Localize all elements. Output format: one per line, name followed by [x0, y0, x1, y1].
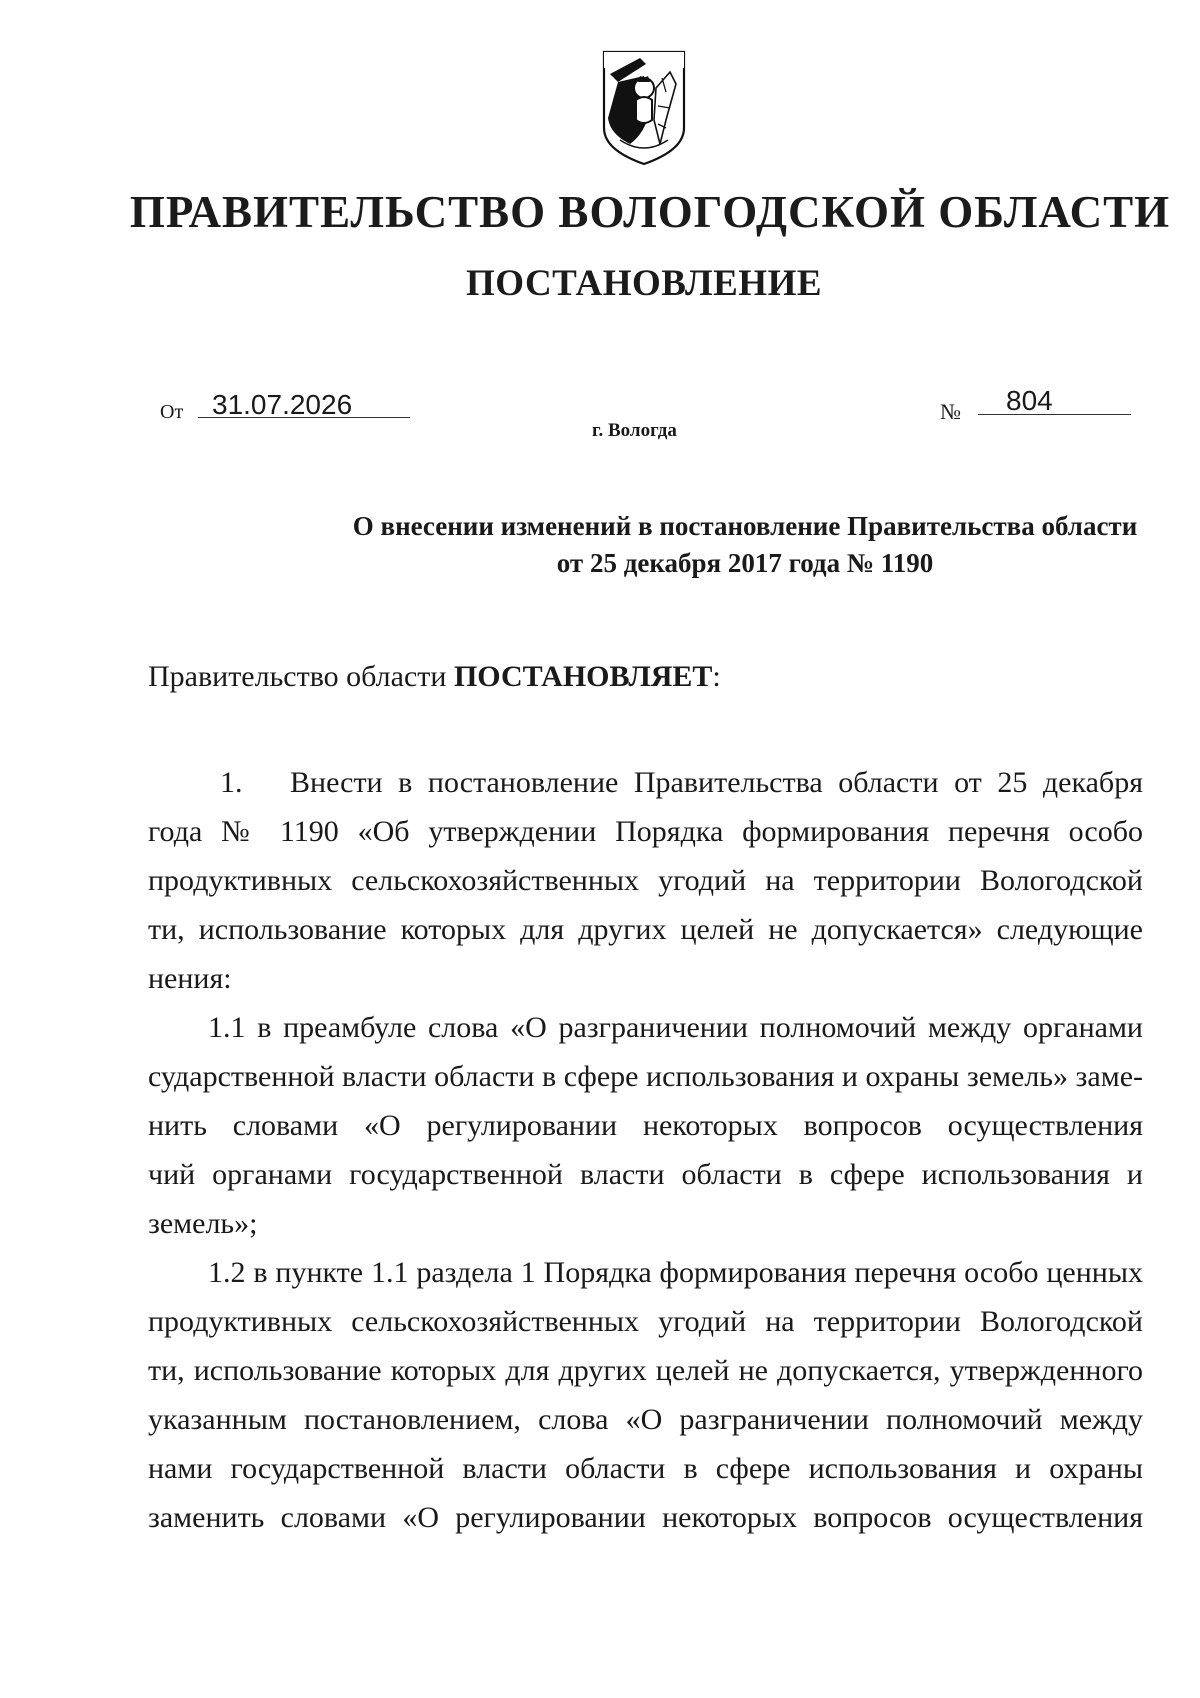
- enacting-colon: :: [712, 660, 721, 693]
- city: г. Вологда: [592, 420, 677, 441]
- coat-of-arms-icon: [600, 48, 688, 168]
- enacting-keyword: ПОСТАНОВЛЯЕТ: [453, 660, 713, 693]
- body-line: чий органами государственной власти области в сфере использования и: [148, 1158, 1143, 1191]
- body-line: заменить словами «О регулировании некоторых вопросов осуществления: [148, 1501, 1143, 1534]
- body-line: нить словами «О регулировании некоторых вопросов осуществления: [148, 1109, 1143, 1142]
- number-prefix: №: [940, 399, 961, 424]
- body-line: продуктивных сельскохозяйственных угодий на территории Вологодской: [148, 1305, 1143, 1338]
- body-line: 1.2 в пункте 1.1 раздела 1 Порядка формирования перечня особо ценных: [208, 1256, 1143, 1289]
- body-line: нения:: [148, 962, 232, 995]
- body-line: нами государственной власти области в сфере использования и охраны: [148, 1452, 1143, 1485]
- document-type: ПОСТАНОВЛЕНИЕ: [465, 263, 823, 304]
- subject-line: от 25 декабря 2017 года № 1190: [556, 548, 934, 578]
- date-value: 31.07.2026: [198, 389, 410, 418]
- body-line-text: Внести в постановление Правительства области от 25 декабря: [290, 766, 1143, 799]
- number-value: 804: [978, 385, 1131, 415]
- subject-line: О внесении изменений в постановление Правительства области: [352, 511, 1138, 541]
- body-line: [220, 758, 1143, 807]
- enacting-text: Правительство области: [148, 660, 454, 693]
- body-line: указанным постановлением, слова «О разграничении полномочий между: [148, 1403, 1143, 1436]
- body-line: земель»;: [148, 1207, 258, 1240]
- date-prefix: От: [160, 401, 184, 423]
- body-line: ти, использование которых для других целей не допускается» следующие: [148, 913, 1143, 946]
- enacting-clause: [148, 660, 721, 694]
- body-line: сударственной власти области в сфере использования и охраны земель» заме-: [148, 1060, 1143, 1093]
- body-line: 1.1 в преамбуле слова «О разграничении полномочий между органами: [208, 1011, 1143, 1044]
- body-line: продуктивных сельскохозяйственных угодий на территории Вологодской: [148, 864, 1143, 897]
- item-number: 1.: [220, 766, 243, 799]
- government-title: ПРАВИТЕЛЬСТВО ВОЛОГОДСКОЙ ОБЛАСТИ: [129, 187, 1171, 237]
- body-line: ти, использование которых для других целей не допускается, утвержденного: [148, 1354, 1143, 1387]
- body-line: года № 1190 «Об утверждении Порядка формирования перечня особо: [148, 815, 1143, 848]
- document-subject: [200, 508, 1200, 582]
